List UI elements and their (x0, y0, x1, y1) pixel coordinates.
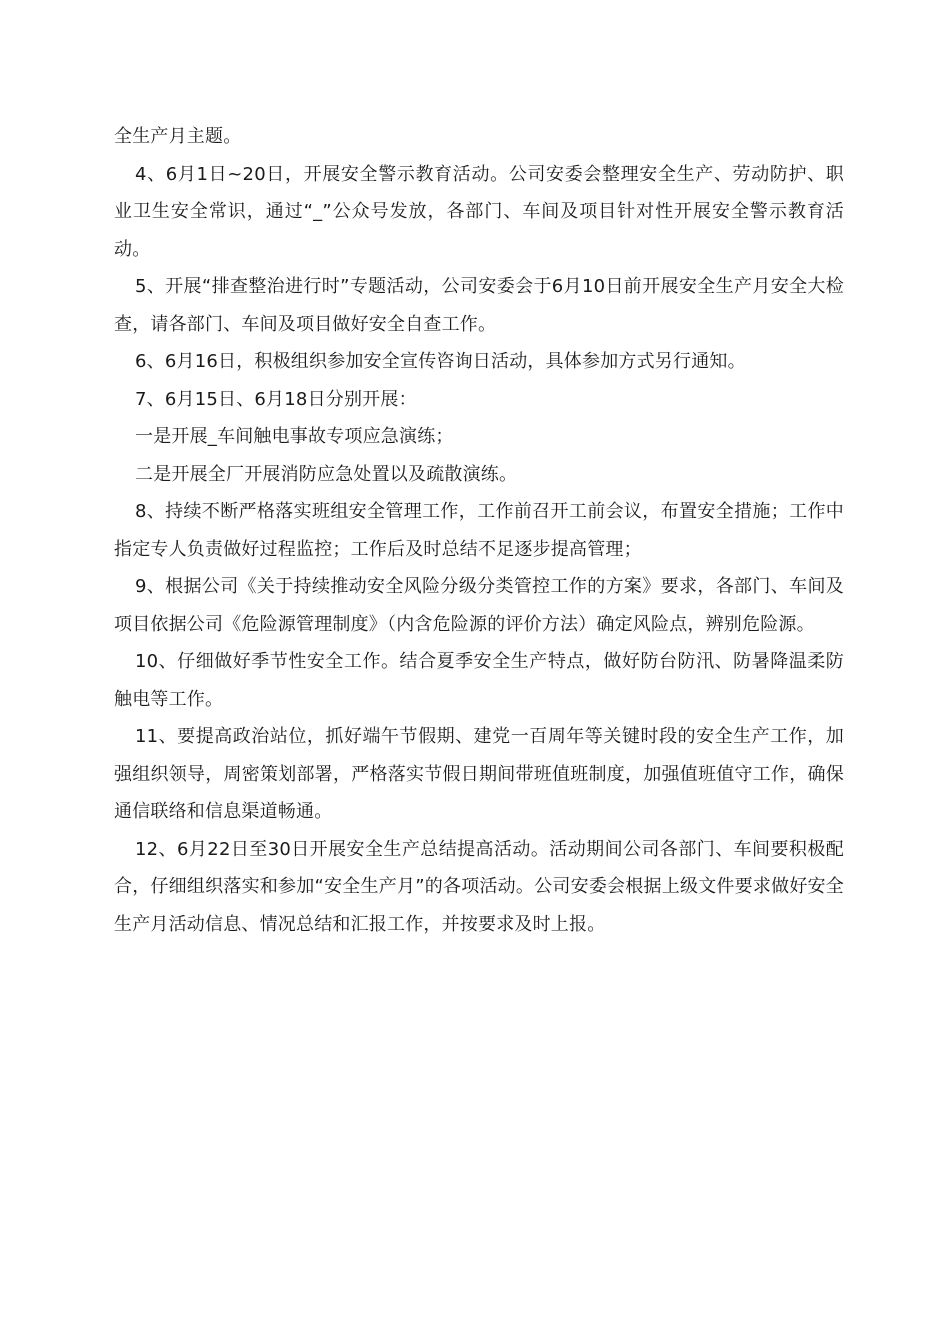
paragraph-item-10: 10、仔细做好季节性安全工作。结合夏季安全生产特点，做好防台防汛、防暑降温柔防触电等工作。 (114, 651, 844, 710)
paragraph-item-5: 5、开展“排查整治进行时”专题活动，公司安委会于6月10日前开展安全生产月安全大检查，请各部门、车间及项目做好安全自查工作。 (114, 276, 844, 335)
paragraph-item-9: 9、根据公司《关于持续推动安全风险分级分类管控工作的方案》要求，各部门、车间及项目依据公司《危险源管理制度》（内含危险源的评价方法）确定风险点，辨别危险源。 (114, 576, 844, 635)
paragraph-item-8: 8、持续不断严格落实班组安全管理工作，工作前召开工前会议，布置安全措施；工作中指定专人负责做好过程监控；工作后及时总结不足逐步提高管理； (114, 501, 844, 560)
document-body (114, 118, 844, 943)
paragraph-continuation: 全生产月主题。 (114, 126, 242, 147)
paragraph-item-6: 6、6月16日，积极组织参加安全宣传咨询日活动，具体参加方式另行通知。 (135, 351, 746, 372)
paragraph-item-4: 4、6月1日~20日，开展安全警示教育活动。公司安委会整理安全生产、劳动防护、职业卫生安全常识，通过“_”公众号发放，各部门、车间及项目针对性开展安全警示教育活动。 (114, 163, 844, 260)
paragraph-item-12: 12、6月22日至30日开展安全生产总结提高活动。活动期间公司各部门、车间要积极配合，仔细组织落实和参加“安全生产月”的各项活动。公司安委会根据上级文件要求做好安全生产月活动信息、情况总结和汇报工作，并按要求及时上报。 (114, 838, 844, 935)
paragraph-item-7: 7、6月15日、6月18日分别开展： (135, 388, 417, 410)
paragraph-item-11: 11、要提高政治站位，抓好端午节假期、建党一百周年等关键时段的安全生产工作，加强组织领导，周密策划部署，严格落实节假日期间带班值班制度，加强值班值守工作，确保通信联络和信息渠道畅通。 (114, 726, 844, 822)
paragraph-item-7-sub-2: 二是开展全厂开展消防应急处置以及疏散演练。 (135, 463, 518, 485)
paragraph-item-7-sub-1: 一是开展_车间触电事故专项应急演练； (135, 426, 454, 447)
